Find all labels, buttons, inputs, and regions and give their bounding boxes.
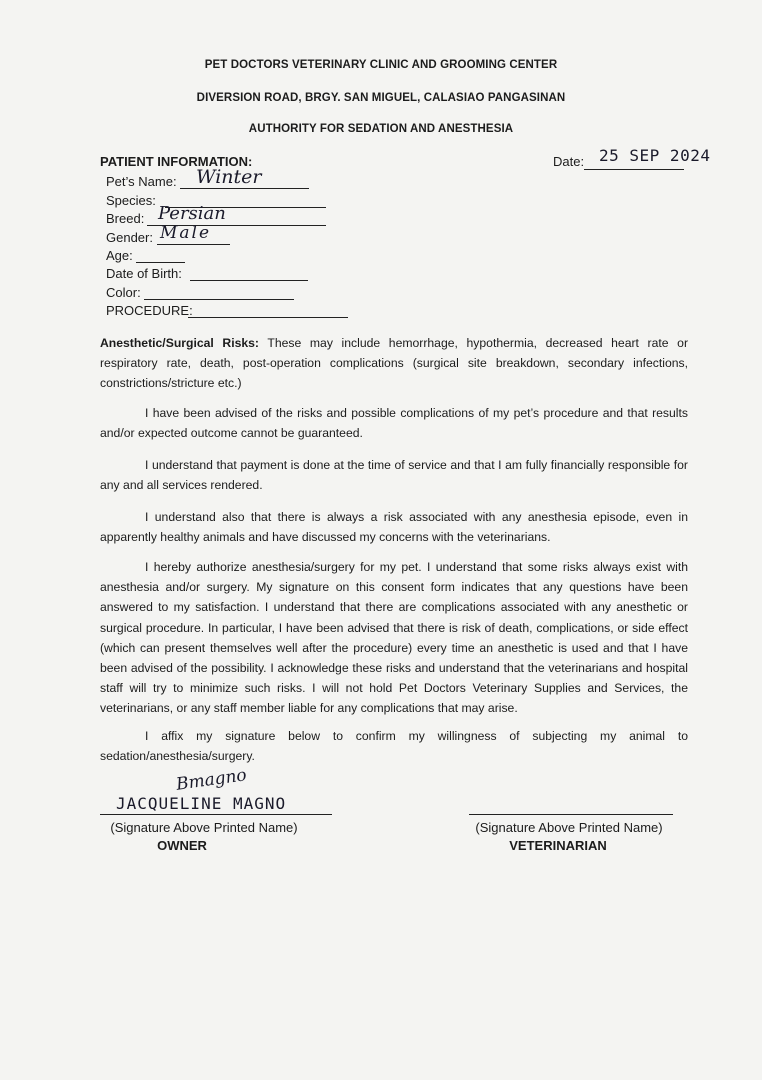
risks-paragraph: [100, 333, 688, 394]
paragraph-advised: [100, 403, 688, 443]
procedure-line: [188, 317, 348, 318]
color-line: [144, 299, 294, 300]
gender-handwritten: Male: [160, 223, 212, 243]
breed-handwritten: Persian: [158, 203, 226, 224]
owner-signature-caption: (Signature Above Printed Name): [110, 820, 298, 835]
owner-role: OWNER: [157, 838, 207, 853]
risks-heading: Anesthetic/Surgical Risks:: [100, 336, 259, 350]
pets-name-line: [180, 188, 309, 189]
vet-signature-caption: (Signature Above Printed Name): [475, 820, 663, 835]
vet-role: VETERINARIAN: [509, 838, 607, 853]
paragraph-advised-text: I have been advised of the risks and possible complications of my pet’s procedure and that results and/or expected outcome cannot be guaranteed.: [100, 406, 688, 441]
date-line: [584, 169, 684, 170]
risks-text: These may include hemorrhage, hypothermia, decreased heart rate or respiratory rate, death, post-operation complications (surgical site breakdown, secondary infections, constrictions/stricture etc.): [100, 336, 689, 391]
paragraph-authorization: [100, 557, 688, 719]
vet-signature-line: [469, 814, 673, 815]
gender-label: Gender:: [106, 230, 153, 245]
species-label: Species:: [106, 193, 156, 208]
pets-name-handwritten: Winter: [196, 166, 262, 188]
owner-signature-scribble: Bmagno: [174, 765, 248, 795]
paragraph-payment: [100, 455, 688, 495]
clinic-address: DIVERSION ROAD, BRGY. SAN MIGUEL, CALASIAO PANGASINAN: [196, 92, 566, 104]
pets-name-label: Pet’s Name:: [106, 174, 177, 189]
form-title: AUTHORITY FOR SEDATION AND ANESTHESIA: [248, 123, 514, 135]
dob-line: [190, 280, 308, 281]
paragraph-affix-signature-text: I affix my signature below to confirm my willingness of subjecting my animal to sedation/anesthesia/surgery.: [100, 729, 688, 764]
patient-info-heading: PATIENT INFORMATION:: [100, 154, 253, 169]
age-line: [136, 262, 185, 263]
procedure-label: PROCEDURE:: [106, 303, 193, 318]
owner-signature-line: [100, 814, 332, 815]
paragraph-risk-anesthesia: [100, 507, 688, 547]
paragraph-authorization-text: I hereby authorize anesthesia/surgery for my pet. I understand that some risks always exist with anesthesia and/or surgery. My signature on this consent form indicates that any questions have been answered to my satisfaction. I understand that there are complications associated with any anesthetic or surgical procedure. In particular, I have been advised that there is risk of death, complications, or side effect (which can present themselves well after the procedure) every time an anesthetic is used and that I have been advised of the possibility. I acknowledge these risks and understand that the veterinarians and hospital staff will try to minimize such risks. I will not hold Pet Doctors Veterinary Supplies and Services, the veterinarians, or any staff member liable for any complications that may arise.: [100, 560, 688, 716]
date-handwritten: 25 SEP 2024: [599, 146, 711, 165]
date-label: Date:: [553, 154, 585, 169]
owner-printed-name: JACQUELINE MAGNO: [116, 794, 287, 813]
age-label: Age:: [106, 248, 133, 263]
gender-line: [157, 244, 230, 245]
paragraph-payment-text: I understand that payment is done at the time of service and that I am fully financially responsible for any and all services rendered.: [100, 458, 688, 493]
paragraph-risk-anesthesia-text: I understand also that there is always a risk associated with any anesthesia episode, even in apparently healthy animals and have discussed my concerns with the veterinarians.: [100, 510, 688, 545]
color-label: Color:: [106, 285, 141, 300]
paragraph-affix-signature: [100, 726, 688, 766]
clinic-name: PET DOCTORS VETERINARY CLINIC AND GROOMING CENTER: [204, 59, 558, 71]
breed-label: Breed:: [106, 211, 145, 226]
dob-label: Date of Birth:: [106, 266, 182, 281]
